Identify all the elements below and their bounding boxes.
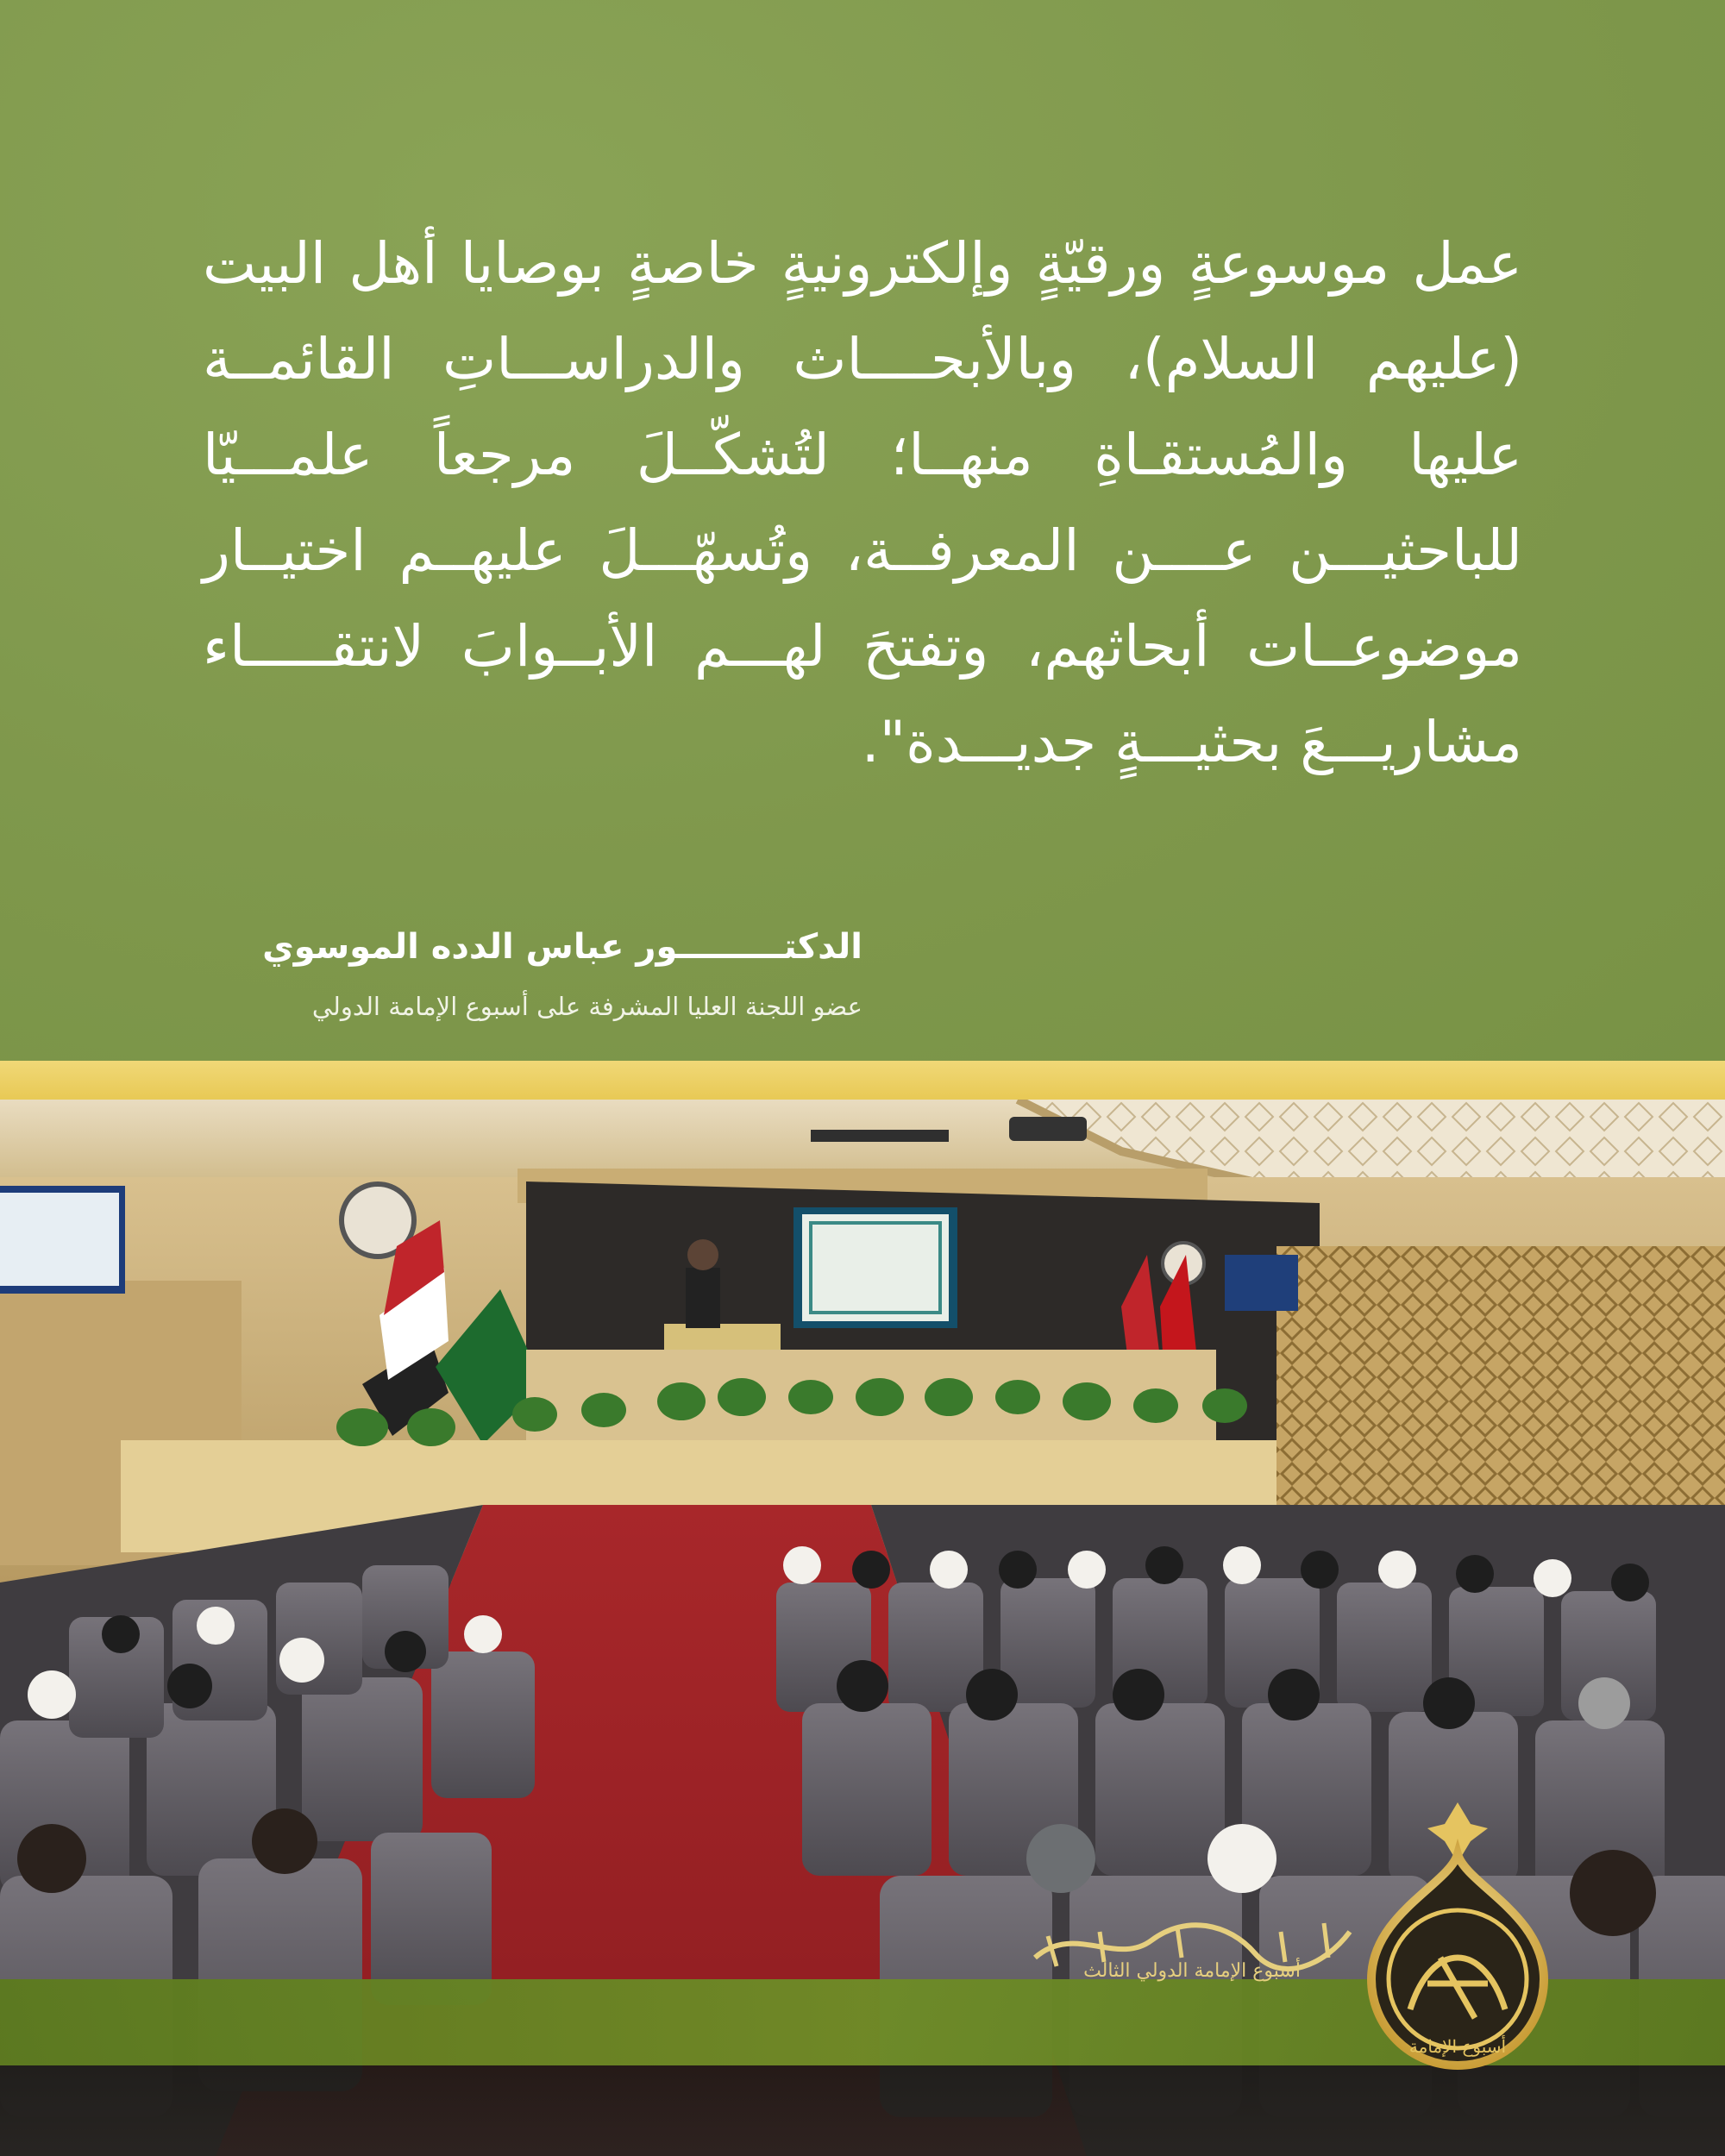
author-title: عضو اللجنة العليا المشرفة على أسبوع الإمامة الدولي: [311, 992, 862, 1021]
author-name: الدكتـــــــــور عباس الدده الموسوي: [262, 927, 862, 967]
gold-divider: [0, 1061, 1725, 1100]
emblem-text: أسبوع الإمامة: [1408, 2036, 1507, 2057]
bottom-dark-band: [0, 2065, 1725, 2156]
quote-text: عمل موسوعةٍ ورقيّةٍ وإلكترونيةٍ خاصةٍ بوصايا أهل البيت (عليهم السلام)، وبالأبحــــاث والدراســـاتِ القائمــة عليها والمُستقـاةِ منهــا؛ لتُشكّــلَ مرجعاً علمـــيّا للباحثيـــن عــــن المعرفــة، وتُسهّـــلَ عليهــم اختيــار موضوعــات أبحاثهم، وتفتحَ لهـــم الأبــوابَ لانتقـــــاء مشاريـــعَ بحثيـــةٍ جديـــدة".: [203, 230, 1522, 775]
script-title-text: أسبوع الإمامة الدولي الثالث: [1083, 1960, 1301, 1982]
event-script-title: [1022, 1906, 1363, 1984]
imamah-week-emblem-icon: [1346, 1802, 1570, 2078]
quote-panel: [0, 0, 1725, 1061]
